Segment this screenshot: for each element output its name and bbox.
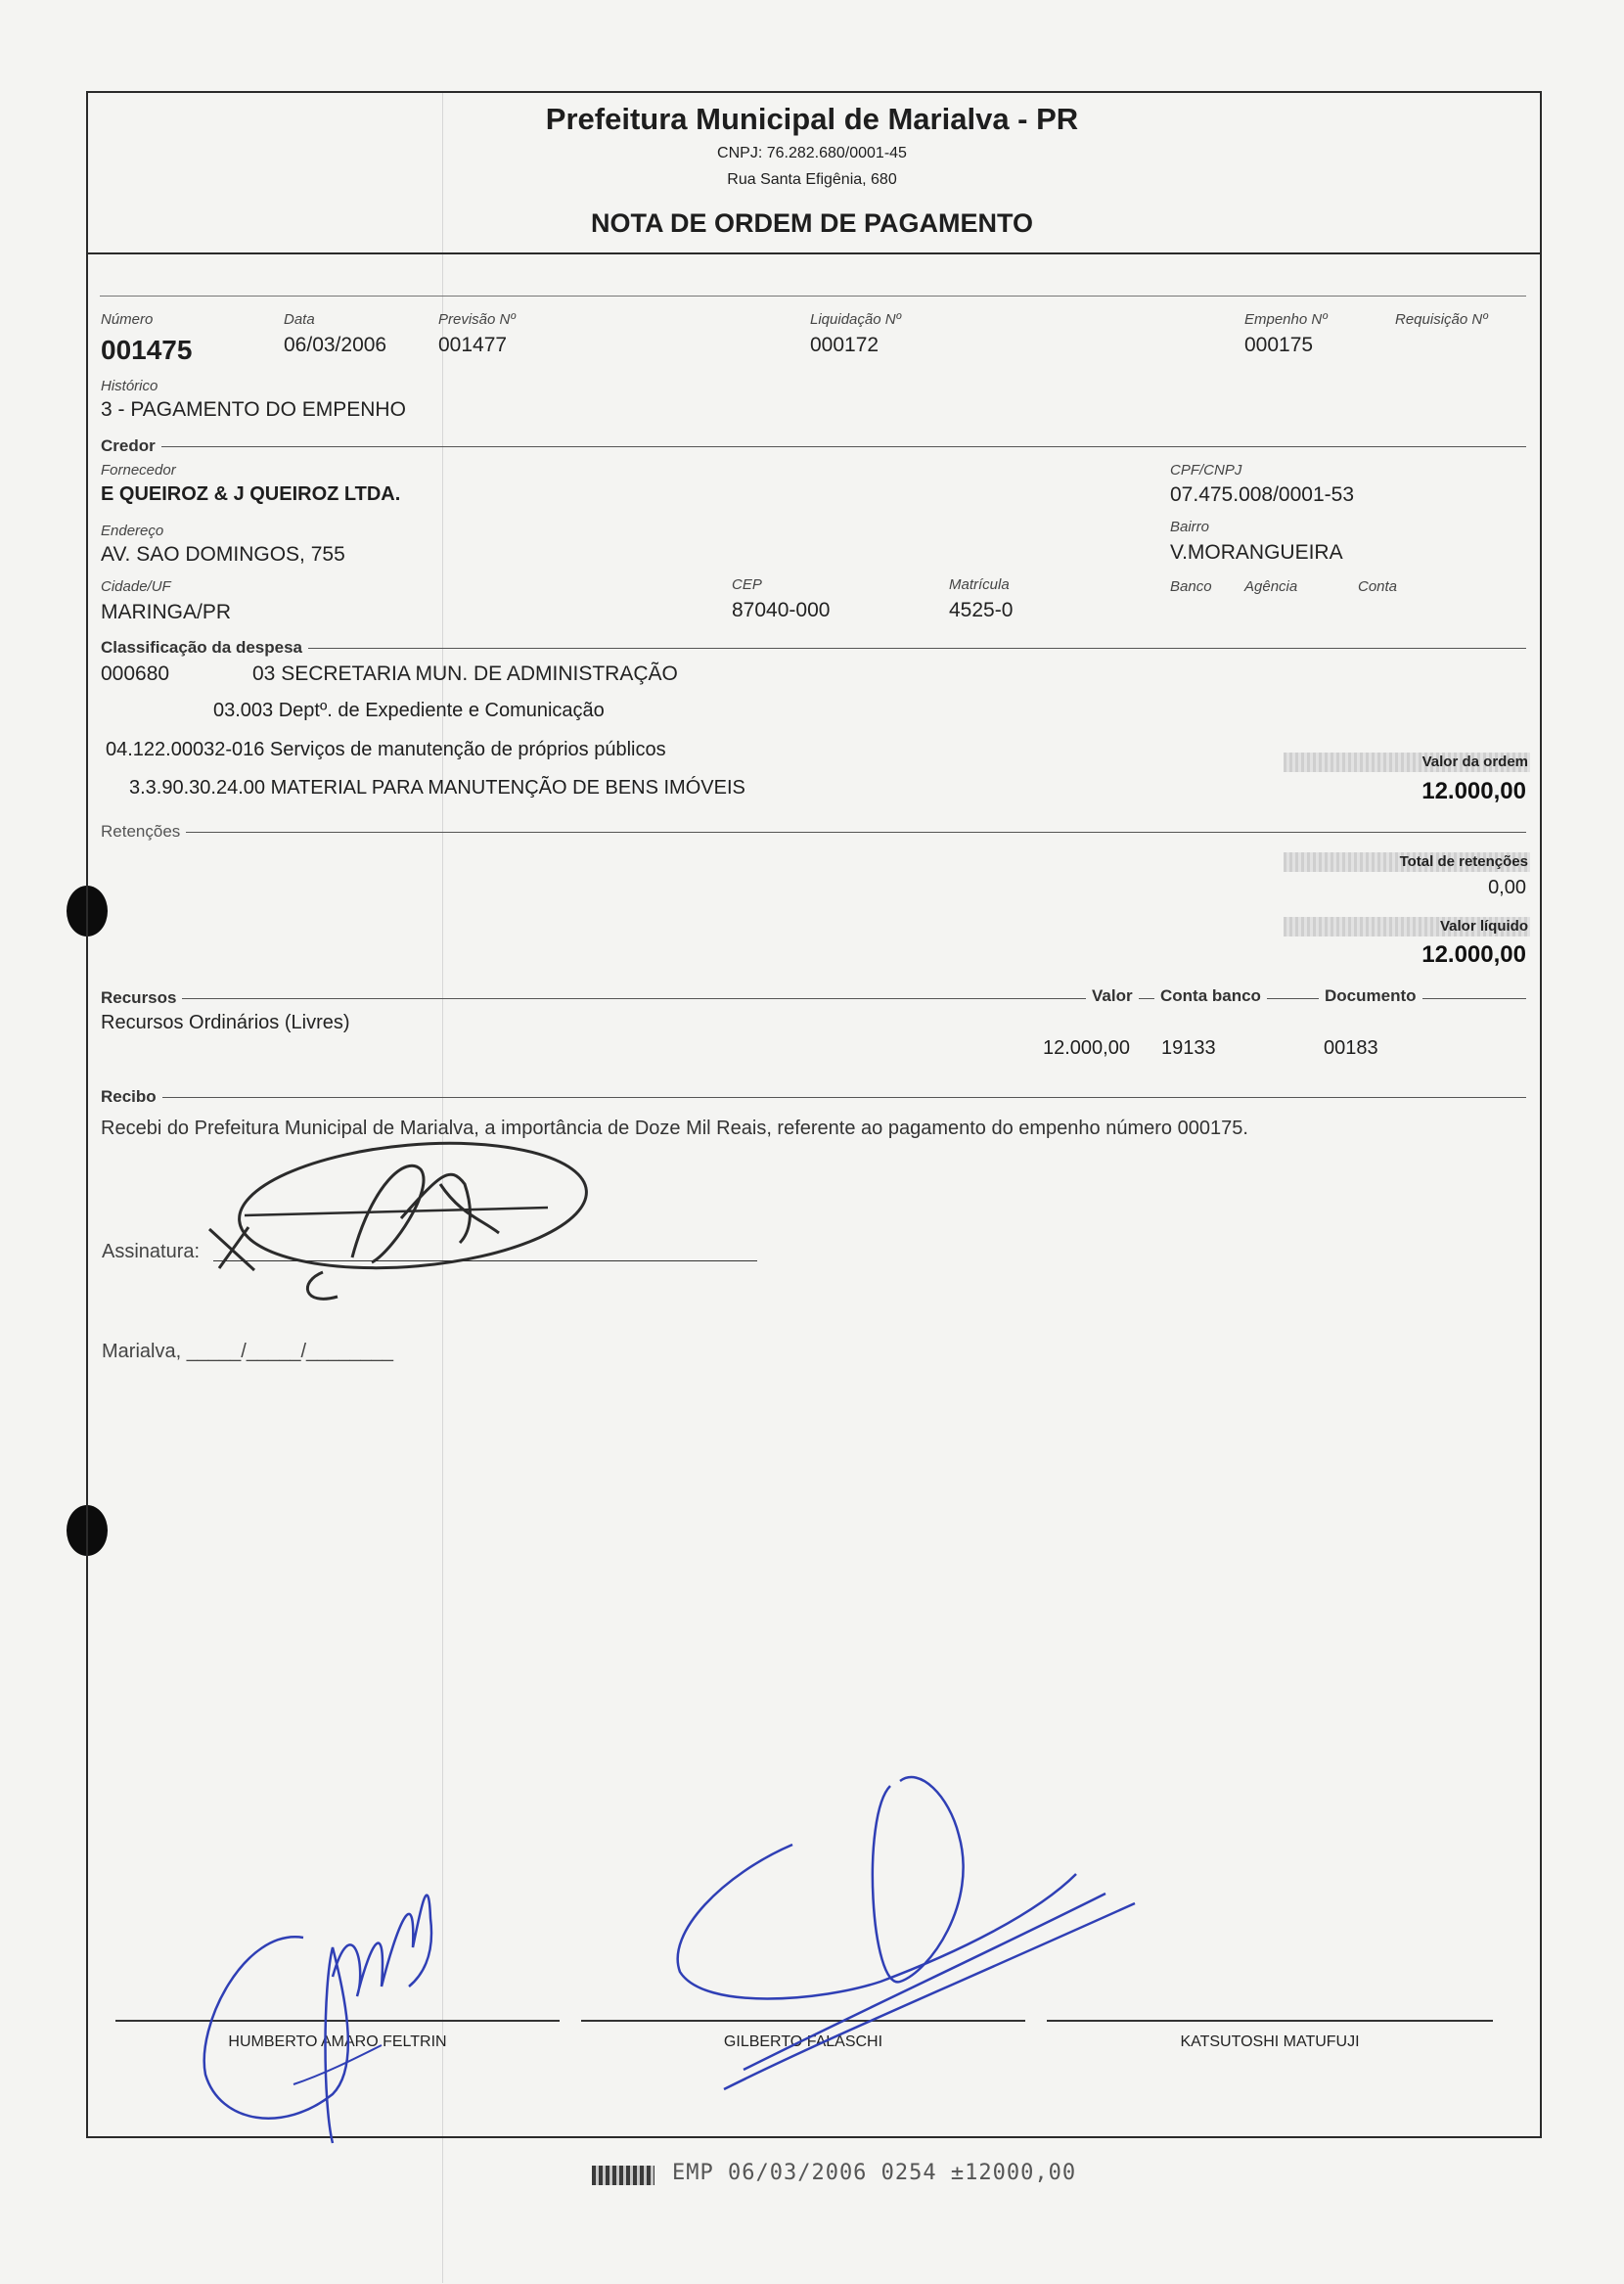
numero-label: Número (101, 311, 154, 328)
cep-value: 87040-000 (732, 599, 831, 621)
cpf-label: CPF/CNPJ (1170, 462, 1242, 479)
x-mark-icon (205, 1221, 260, 1276)
classificacao-line4: 3.3.90.30.24.00 MATERIAL PARA MANUTENÇÃO DE BENS IMÓVEIS (129, 777, 745, 799)
classificacao-line1: 03 SECRETARIA MUN. DE ADMINISTRAÇÃO (252, 662, 678, 685)
total-retencoes-value: 0,00 (1488, 877, 1526, 898)
numero-value: 001475 (101, 335, 193, 365)
recibo-rule (102, 1097, 1526, 1098)
matricula-value: 4525-0 (949, 599, 1014, 621)
classificacao-line3: 04.122.00032-016 Serviços de manutenção de próprios públicos (106, 739, 666, 760)
valor-ordem-value: 12.000,00 (1421, 778, 1526, 804)
receipt-signature-mark (205, 1125, 616, 1311)
recibo-section: Recibo (101, 1087, 162, 1107)
recibo-text: Recebi do Prefeitura Municipal de Marialva, a importância de Doze Mil Reais, referente ao pagamento do empenho número 000175. (101, 1118, 1248, 1139)
valor-liquido-value: 12.000,00 (1421, 941, 1526, 968)
cpf-value: 07.475.008/0001-53 (1170, 483, 1355, 506)
valor-liquido-label: Valor líquido (1439, 918, 1528, 935)
address-text: Rua Santa Efigênia, 680 (727, 171, 897, 188)
requisicao-label: Requisição Nº (1395, 311, 1488, 328)
cidade-label: Cidade/UF (101, 578, 171, 595)
endereco-value: AV. SAO DOMINGOS, 755 (101, 543, 345, 566)
cidade-value: MARINGA/PR (101, 601, 232, 623)
recursos-valor: 12.000,00 (1043, 1037, 1130, 1059)
signature-humberto-mark (186, 1850, 470, 2153)
total-retencoes-label: Total de retenções (1399, 853, 1528, 870)
header-divider (86, 252, 1542, 254)
banco-label: Banco (1170, 578, 1212, 595)
payment-stamp (592, 2161, 1076, 2185)
cep-label: CEP (732, 576, 762, 593)
recursos-valor-label: Valor (1086, 986, 1139, 1006)
empenho-value: 000175 (1244, 334, 1314, 356)
stamp-text: EMP 06/03/2006 0254 ±12000,00 (672, 2161, 1077, 2185)
recursos-name: Recursos Ordinários (Livres) (101, 1012, 350, 1033)
liquidacao-label: Liquidação Nº (810, 311, 902, 328)
fornecedor-label: Fornecedor (101, 462, 176, 479)
ids-top-rule (100, 296, 1526, 297)
valor-ordem-label: Valor da ordem (1421, 754, 1528, 770)
data-value: 06/03/2006 (284, 334, 387, 356)
fornecedor-value: E QUEIROZ & J QUEIROZ LTDA. (101, 483, 401, 505)
historico-value: 3 - PAGAMENTO DO EMPENHO (101, 398, 406, 421)
signatory-3: KATSUTOSHI MATUFUJI (1180, 2033, 1360, 2050)
classificacao-rule (102, 648, 1526, 649)
signature-gilberto-mark (665, 1757, 1154, 2109)
recursos-documento: 00183 (1324, 1037, 1378, 1059)
signatory-2: GILBERTO FALASCHI (723, 2033, 883, 2050)
endereco-label: Endereço (101, 523, 164, 539)
empenho-label: Empenho Nº (1244, 311, 1328, 328)
recursos-section: Recursos (101, 988, 182, 1008)
previsao-value: 001477 (438, 334, 508, 356)
conta-label: Conta (1358, 578, 1398, 595)
signatory-1: HUMBERTO AMARO FELTRIN (228, 2033, 447, 2050)
classificacao-section: Classificação da despesa (101, 638, 308, 658)
data-label: Data (284, 311, 315, 328)
retencoes-rule (102, 832, 1526, 833)
barcode-icon (592, 2166, 654, 2185)
classificacao-code: 000680 (101, 662, 170, 685)
local-date-line: Marialva, _____/_____/________ (102, 1341, 394, 1362)
recursos-conta: 19133 (1161, 1037, 1216, 1059)
retencoes-section: Retenções (101, 822, 186, 842)
matricula-label: Matrícula (949, 576, 1010, 593)
previsao-label: Previsão Nº (438, 311, 516, 328)
bairro-value: V.MORANGUEIRA (1170, 541, 1343, 564)
recursos-rule (102, 998, 1526, 999)
cnpj-text: CNPJ: 76.282.680/0001-45 (717, 145, 907, 161)
bairro-label: Bairro (1170, 519, 1210, 535)
recursos-documento-label: Documento (1319, 986, 1422, 1006)
assinatura-label: Assinatura: (102, 1241, 201, 1262)
municipality-title: Prefeitura Municipal de Marialva - PR (545, 102, 1079, 136)
recursos-conta-label: Conta banco (1154, 986, 1267, 1006)
classificacao-line2: 03.003 Deptº. de Expediente e Comunicação (213, 700, 605, 721)
credor-rule (102, 446, 1526, 447)
liquidacao-value: 000172 (810, 334, 880, 356)
historico-label: Histórico (101, 378, 158, 394)
credor-section: Credor (101, 436, 161, 456)
document-title: NOTA DE ORDEM DE PAGAMENTO (590, 208, 1033, 238)
agencia-label: Agência (1244, 578, 1298, 595)
